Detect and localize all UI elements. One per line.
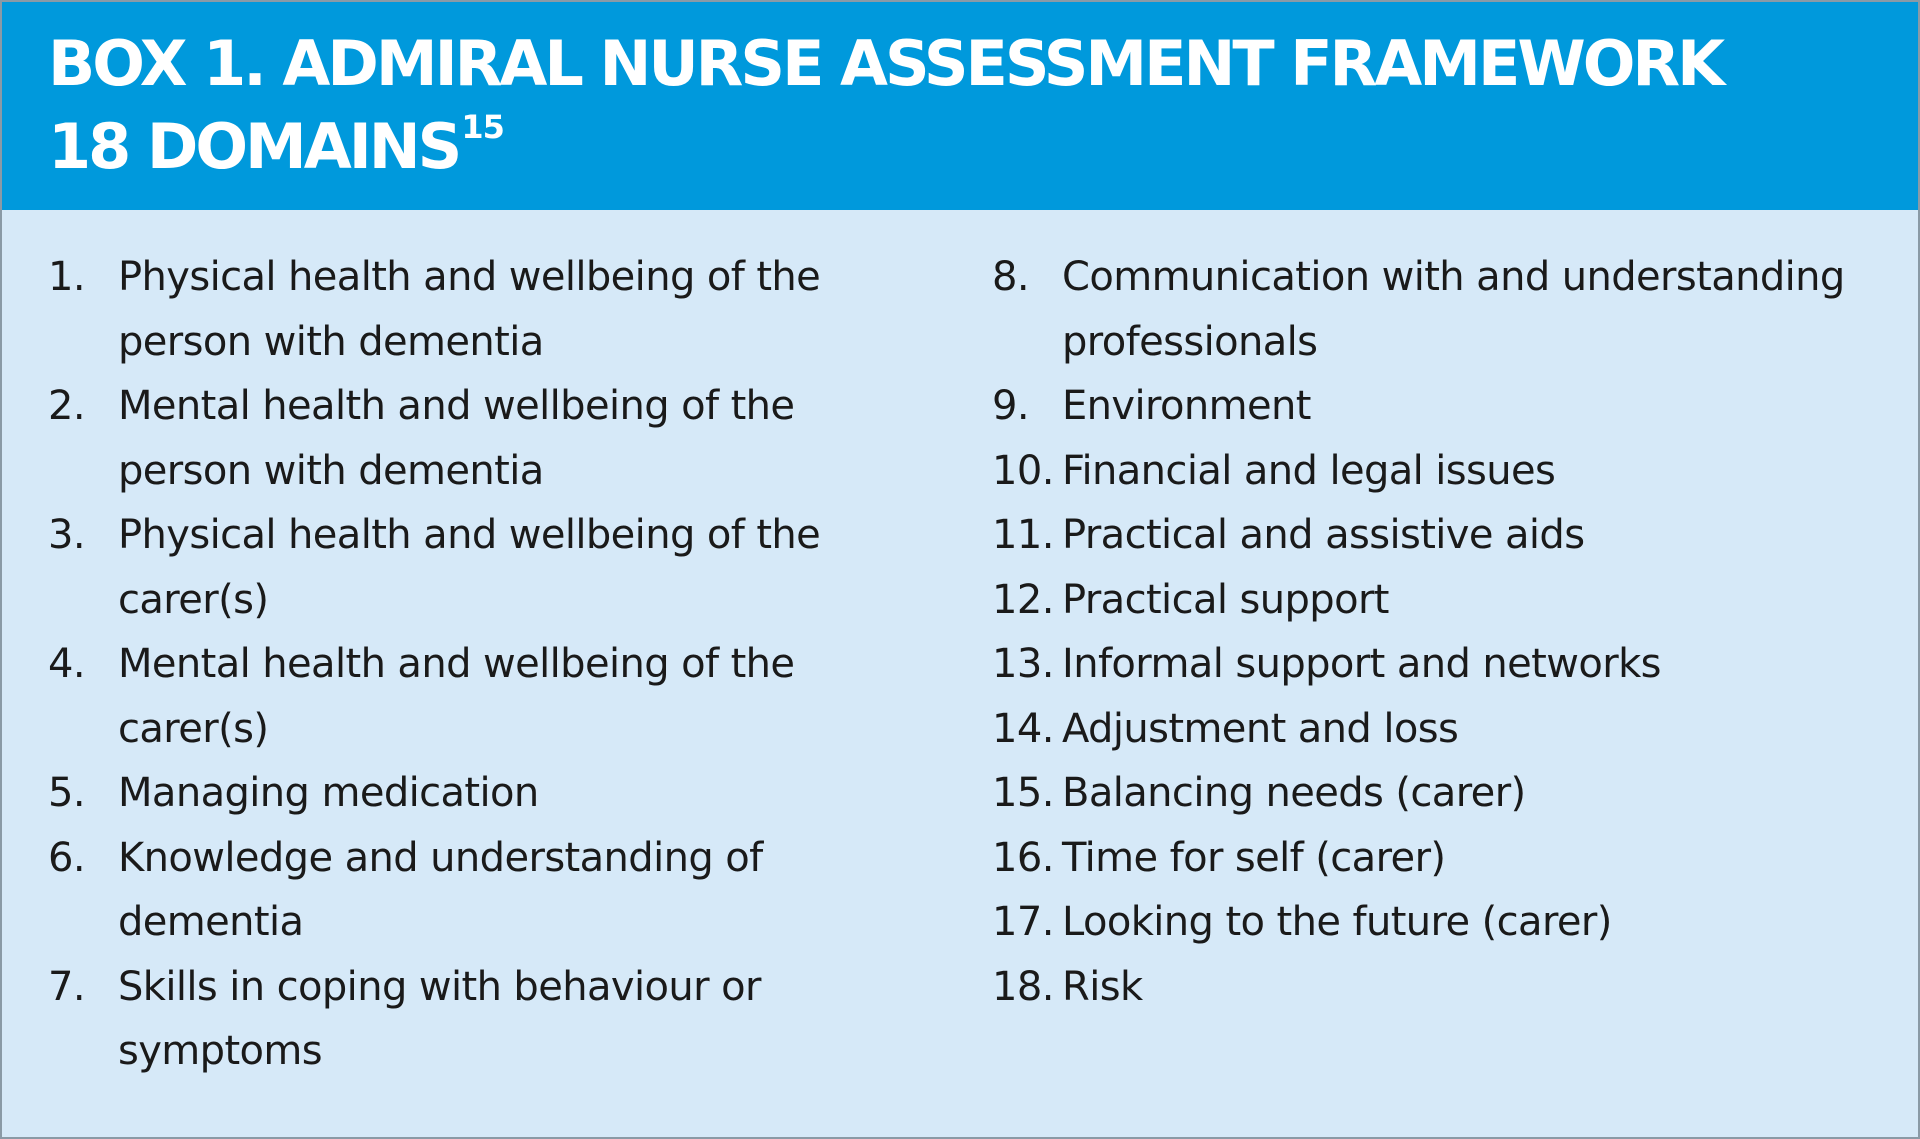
domain-item-7: [48, 955, 948, 1084]
domain-number: 3.: [48, 512, 85, 558]
domain-item-9: [992, 374, 1892, 439]
domain-item-8: [992, 245, 1892, 374]
domain-number: 10.: [992, 447, 1054, 494]
domain-text: Communication with and understanding professionals: [1062, 254, 1845, 365]
domain-item-4: [48, 632, 948, 761]
domains-list-right: [992, 245, 1892, 1019]
domain-text: Managing medication: [118, 770, 539, 816]
reference-superscript: 15: [461, 108, 504, 146]
domain-item-18: [992, 955, 1892, 1020]
domain-text: Mental health and wellbeing of the carer(s): [118, 641, 795, 752]
domain-text: Financial and legal issues: [1062, 447, 1556, 494]
domain-item-5: [48, 761, 948, 826]
domain-text: Looking to the future (carer): [1062, 899, 1612, 945]
domain-text: Time for self (carer): [1062, 834, 1446, 881]
domain-number: 13.: [992, 641, 1054, 687]
domain-number: 4.: [48, 641, 85, 687]
domain-text: Balancing needs (carer): [1062, 770, 1526, 816]
domain-number: 14.: [992, 705, 1054, 752]
domain-item-14: [992, 697, 1892, 762]
domains-list-left: [48, 245, 948, 1084]
domain-item-11: [992, 503, 1892, 568]
domain-item-6: [48, 826, 948, 955]
domain-text: Practical and assistive aids: [1062, 512, 1585, 558]
domain-text: Mental health and wellbeing of the person with dementia: [118, 383, 795, 494]
domain-number: 7.: [48, 963, 85, 1010]
domain-number: 6.: [48, 834, 85, 881]
domain-item-15: [992, 761, 1892, 826]
domain-text: Environment: [1062, 383, 1311, 429]
domain-item-12: [992, 568, 1892, 633]
domain-number: 5.: [48, 770, 85, 816]
domain-text: Knowledge and understanding of dementia: [118, 834, 763, 945]
domain-number: 1.: [48, 254, 85, 300]
domain-number: 2.: [48, 383, 85, 429]
box-header: [2, 2, 1918, 210]
domain-number: 15.: [992, 770, 1054, 816]
domain-text: Physical health and wellbeing of the person with dementia: [118, 254, 821, 365]
domain-text: Adjustment and loss: [1062, 705, 1459, 752]
domain-item-10: [992, 439, 1892, 504]
domain-number: 9.: [992, 383, 1029, 429]
domain-number: 8.: [992, 254, 1029, 300]
domain-text: Risk: [1062, 963, 1143, 1010]
box-title-line-2: [48, 105, 1918, 188]
domain-number: 17.: [992, 899, 1054, 945]
domain-number: 18.: [992, 963, 1054, 1010]
domain-item-1: [48, 245, 948, 374]
domain-item-16: [992, 826, 1892, 891]
domain-item-3: [48, 503, 948, 632]
domain-number: 12.: [992, 576, 1054, 623]
domain-text: Skills in coping with behaviour or symptoms: [118, 963, 761, 1074]
domain-number: 16.: [992, 834, 1054, 881]
domain-item-2: [48, 374, 948, 503]
domain-item-17: [992, 890, 1892, 955]
domain-text: Practical support: [1062, 576, 1389, 623]
domain-number: 11.: [992, 512, 1054, 558]
domain-text: Informal support and networks: [1062, 641, 1661, 687]
box-title-line-1: BOX 1. ADMIRAL NURSE ASSESSMENT FRAMEWORK: [48, 27, 1723, 100]
domain-item-13: [992, 632, 1892, 697]
domain-text: Physical health and wellbeing of the carer(s): [118, 512, 821, 623]
box-title-domains: 18 DOMAINS: [48, 110, 460, 183]
